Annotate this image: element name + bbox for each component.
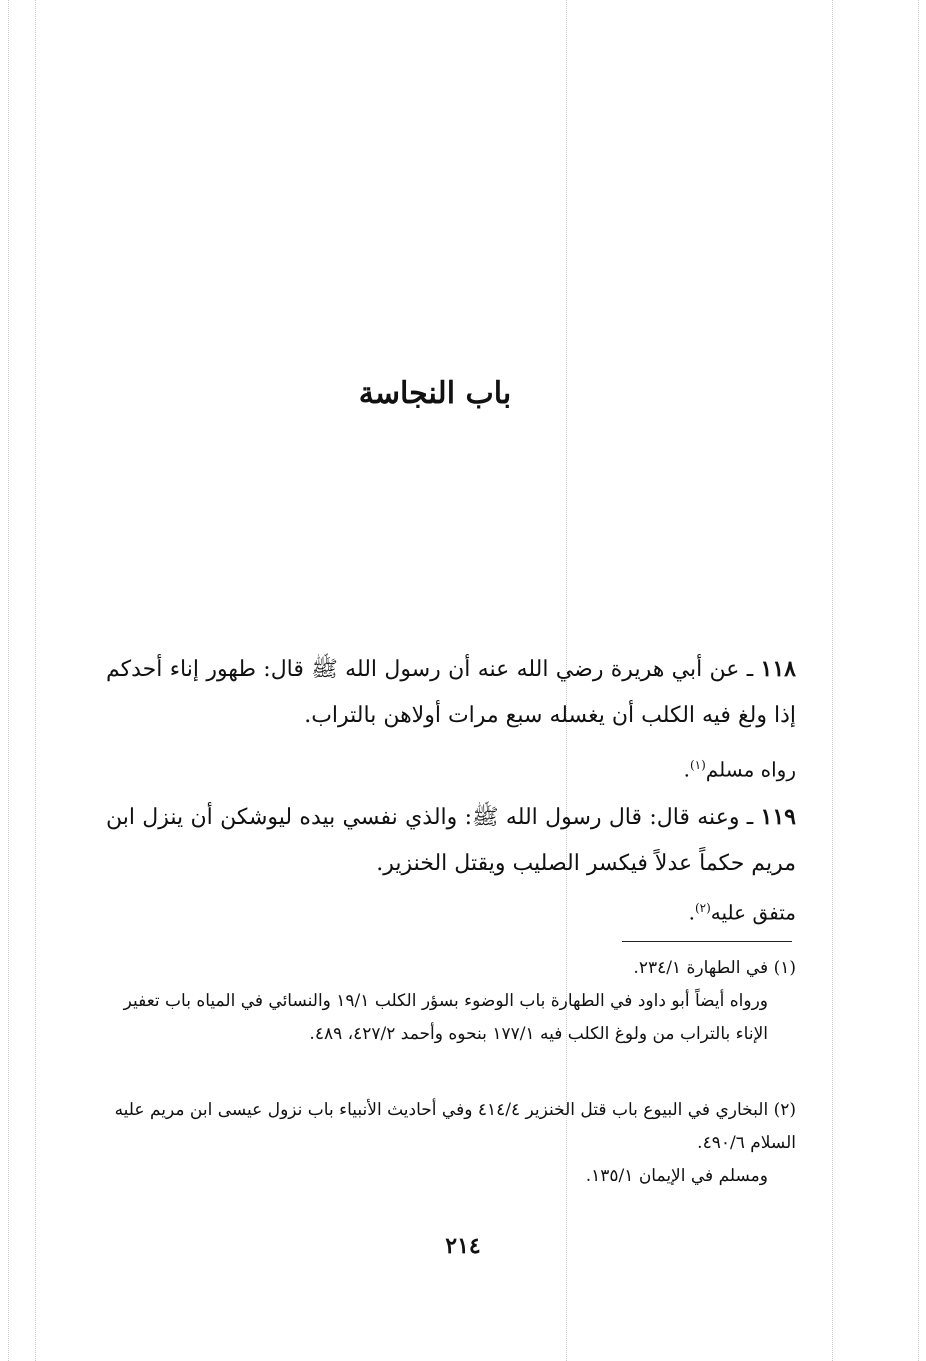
footnote-ref: (٢): [694, 901, 711, 915]
hadith-number: ١١٨: [760, 656, 796, 682]
hadith-118-source: رواه مسلم$^{(١)}$.: [683, 757, 796, 782]
hadith-119-source: متفق عليه$^{(٢)}$.: [688, 900, 796, 925]
scan-line: [35, 0, 36, 1361]
footnote-2: [106, 1094, 796, 1193]
hadith-118: [106, 646, 796, 739]
footnote-text: في الطهارة ٢٣٤/١.: [633, 958, 769, 978]
footnote-continuation: ومسلم في الإيمان ١٣٥/١.: [585, 1166, 768, 1186]
hadith-dash: ـ: [739, 805, 754, 830]
scan-line: [832, 0, 833, 1361]
footnote-text: البخاري في البيوع باب قتل الخنزير ٤١٤/٤ وفي أحاديث الأنبياء باب نزول عيسى ابن مريم عليه السلام ٤٩٠/٦.: [114, 1100, 796, 1153]
hadith-dash: ـ: [739, 657, 754, 682]
hadith-text: وعنه قال: قال رسول الله ﷺ: والذي نفسي بيده ليوشكن أن ينزل ابن مريم حكماً عدلاً فيكسر الصليب ويقتل الخنزير.: [106, 805, 796, 876]
hadith-number: ١١٩: [760, 804, 796, 830]
source-text: متفق عليه: [710, 900, 796, 925]
page-number: ٢١٤: [445, 1233, 481, 1259]
hadith-119: [106, 794, 796, 887]
footnote-1: [106, 952, 796, 1051]
footnote-marker: (٢): [773, 1100, 796, 1120]
chapter-title: باب النجاسة: [358, 376, 512, 411]
scan-line: [8, 0, 9, 1361]
footnote-ref: (١): [689, 758, 706, 772]
scan-line: [918, 0, 919, 1361]
source-text: رواه مسلم: [705, 757, 796, 782]
hadith-text: عن أبي هريرة رضي الله عنه أن رسول الله ﷺ قال: طهور إناء أحدكم إذا ولغ فيه الكلب أن يغسله سبع مرات أولاهن بالتراب.: [106, 657, 796, 728]
footnote-continuation: ورواه أيضاً أبو داود في الطهارة باب الوضوء بسؤر الكلب ١٩/١ والنسائي في المياه باب تعفير الإناء بالتراب من ولوغ الكلب فيه ١٧٧/١ بنحوه وأحمد ٤٢٧/٢، ٤٨٩.: [123, 991, 768, 1044]
footnote-separator: [622, 941, 792, 942]
footnote-marker: (١): [773, 958, 796, 978]
